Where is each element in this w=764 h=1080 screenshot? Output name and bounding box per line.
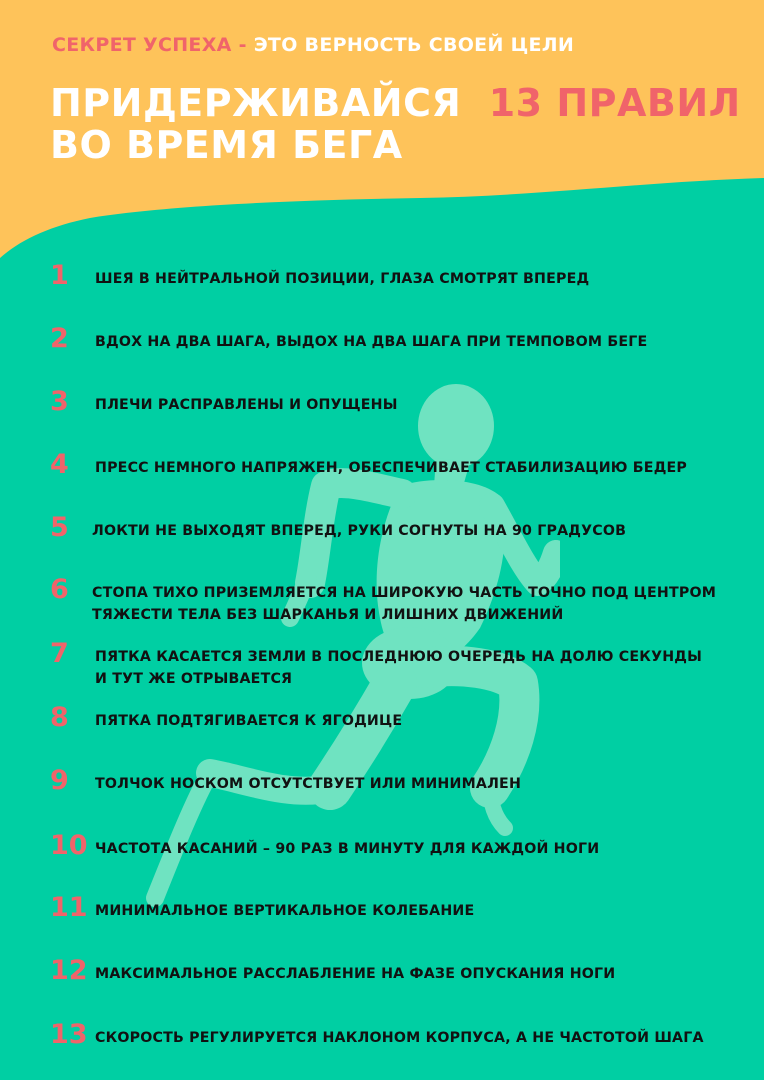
rule-text: СТОПА ТИХО ПРИЗЕМЛЯЕТСЯ НА ШИРОКУЮ ЧАСТЬ ТОЧНО ПОД ЦЕНТРОМ <box>92 585 717 601</box>
rule-text: ПЛЕЧИ РАСПРАВЛЕНЫ И ОПУЩЕНЫ <box>95 397 398 413</box>
rule-text-line-2: И ТУТ ЖЕ ОТРЫВАЕТСЯ <box>95 671 293 687</box>
rule-number: 6 <box>50 574 69 605</box>
rule-text: ШЕЯ В НЕЙТРАЛЬНОЙ ПОЗИЦИИ, ГЛАЗА СМОТРЯТ ВПЕРЕД <box>95 271 590 287</box>
rule-number: 5 <box>50 512 69 543</box>
rule-number: 8 <box>50 702 69 733</box>
rule-text: ЧАСТОТА КАСАНИЙ – 90 РАЗ В МИНУТУ ДЛЯ КАЖДОЙ НОГИ <box>95 841 600 857</box>
rule-number: 10 <box>50 830 88 861</box>
rule-text: МАКСИМАЛЬНОЕ РАССЛАБЛЕНИЕ НА ФАЗЕ ОПУСКАНИЯ НОГИ <box>95 966 616 982</box>
rule-text: ПЯТКА ПОДТЯГИВАЕТСЯ К ЯГОДИЦЕ <box>95 713 403 729</box>
rule-number: 4 <box>50 449 69 480</box>
title-text: ПРИДЕРЖИВАЙСЯ <box>50 81 462 125</box>
rule-text: МИНИМАЛЬНОЕ ВЕРТИКАЛЬНОЕ КОЛЕБАНИЕ <box>95 903 475 919</box>
title-number: 13 ПРАВИЛ <box>488 81 741 125</box>
rule-text: ТОЛЧОК НОСКОМ ОТСУТСТВУЕТ ИЛИ МИНИМАЛЕН <box>95 776 522 792</box>
rule-number: 1 <box>50 260 69 291</box>
tagline-accent: СЕКРЕТ УСПЕХА - <box>52 34 247 56</box>
rule-number: 12 <box>50 955 88 986</box>
rule-text: ЛОКТИ НЕ ВЫХОДЯТ ВПЕРЕД, РУКИ СОГНУТЫ НА 90 ГРАДУСОВ <box>92 523 627 539</box>
rule-number: 9 <box>50 765 69 796</box>
title-line-2: ВО ВРЕМЯ БЕГА <box>50 123 403 167</box>
rule-number: 3 <box>50 386 69 417</box>
rule-number: 7 <box>50 638 69 669</box>
rule-text-line-2: ТЯЖЕСТИ ТЕЛА БЕЗ ШАРКАНЬЯ И ЛИШНИХ ДВИЖЕНИЙ <box>92 607 564 623</box>
rule-text: ПРЕСС НЕМНОГО НАПРЯЖЕН, ОБЕСПЕЧИВАЕТ СТАБИЛИЗАЦИЮ БЕДЕР <box>95 460 688 476</box>
rule-number: 13 <box>50 1019 88 1050</box>
rule-text: ВДОХ НА ДВА ШАГА, ВЫДОХ НА ДВА ШАГА ПРИ ТЕМПОВОМ БЕГЕ <box>95 334 648 350</box>
rule-number: 2 <box>50 323 69 354</box>
rule-text: ПЯТКА КАСАЕТСЯ ЗЕМЛИ В ПОСЛЕДНЮЮ ОЧЕРЕДЬ НА ДОЛЮ СЕКУНДЫ <box>95 649 703 665</box>
rule-number: 11 <box>50 892 88 923</box>
rule-text: СКОРОСТЬ РЕГУЛИРУЕТСЯ НАКЛОНОМ КОРПУСА, А НЕ ЧАСТОТОЙ ШАГА <box>95 1030 704 1046</box>
tagline-rest: ЭТО ВЕРНОСТЬ СВОЕЙ ЦЕЛИ <box>253 34 575 56</box>
